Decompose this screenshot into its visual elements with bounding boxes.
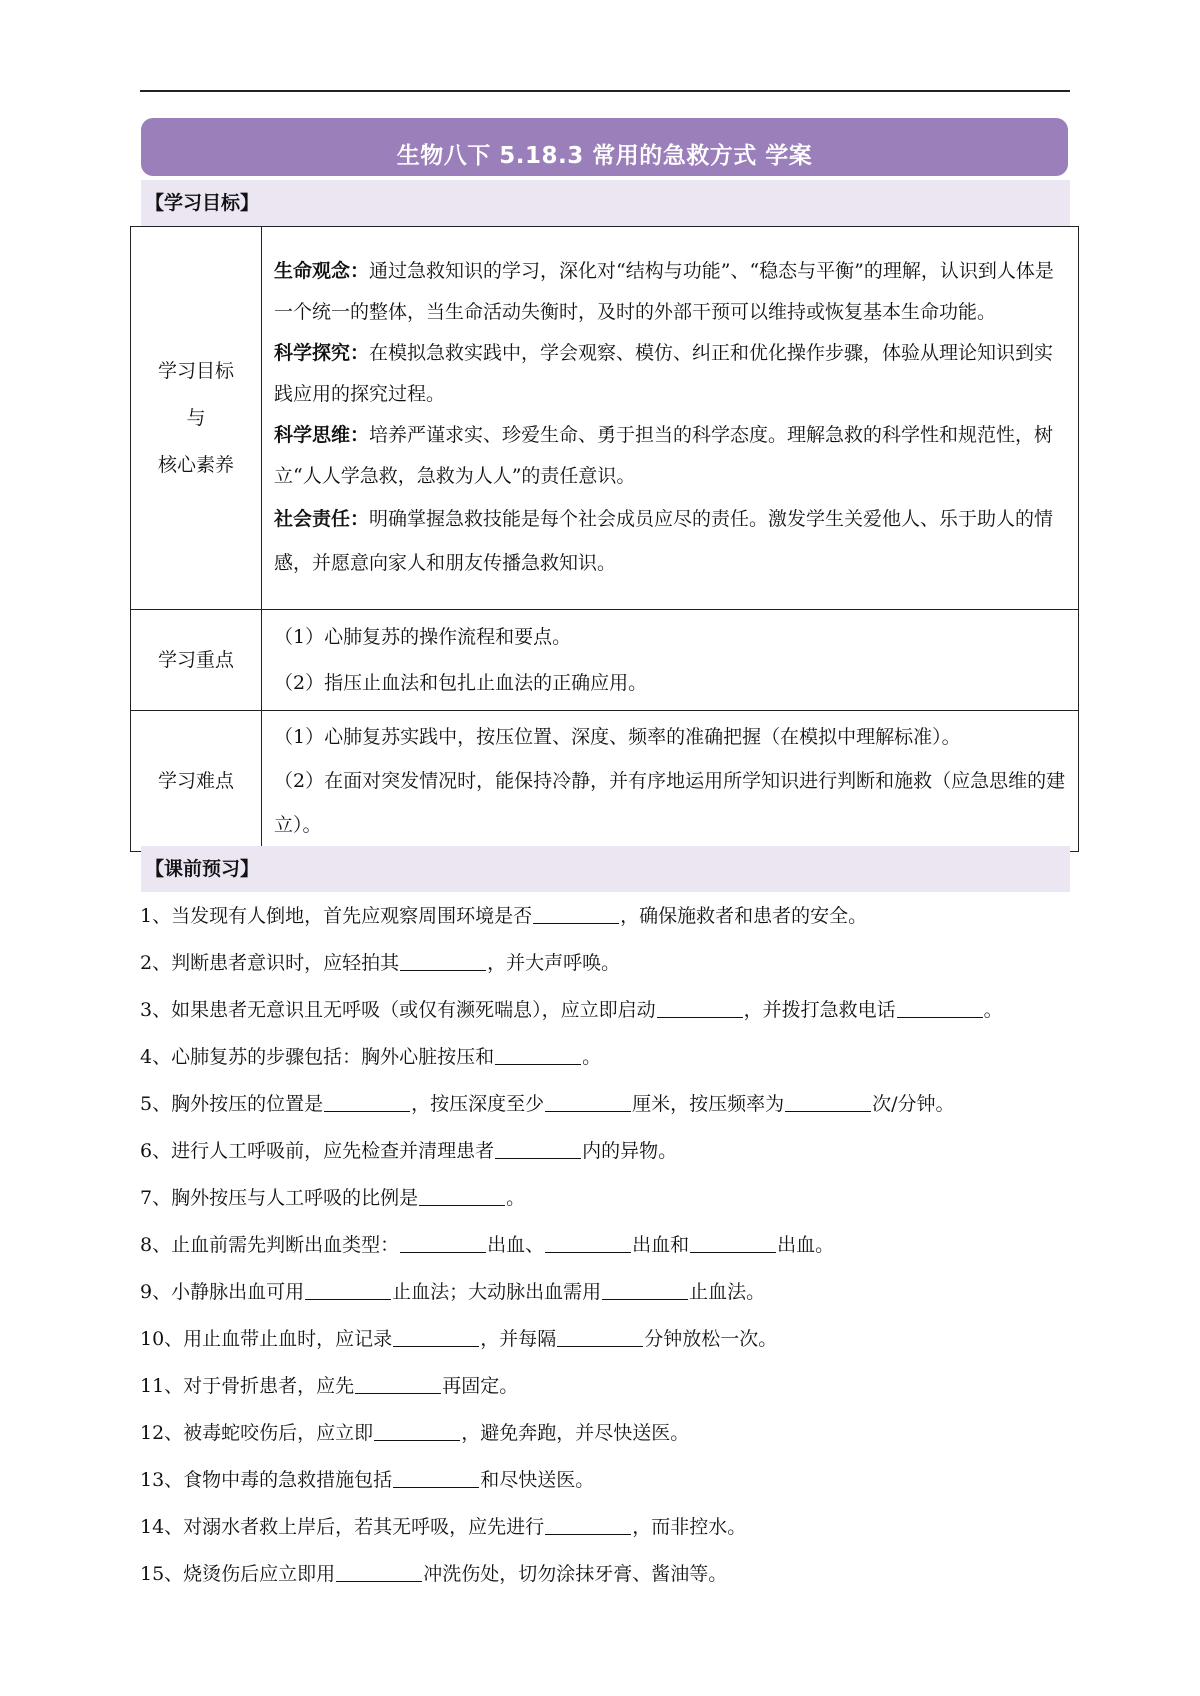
answer-blank[interactable] <box>400 950 486 971</box>
goal-text: 明确掌握急救技能是每个社会成员应尽的责任。激发学生关爱他人、乐于助人的情感，并愿意向家人和朋友传播急救知识。 <box>274 508 1054 574</box>
question-text: 止血法；大动脉出血需用 <box>392 1281 602 1303</box>
question-text: 14、对溺水者救上岸后，若其无呼吸，应先进行 <box>140 1516 545 1538</box>
goal-item-scientific-inquiry <box>274 333 1068 415</box>
answer-blank[interactable] <box>324 1091 410 1112</box>
preview-question-list <box>140 893 1070 1598</box>
answer-blank[interactable] <box>355 1373 441 1394</box>
question-text: 15、烧烫伤后应立即用 <box>140 1563 336 1585</box>
preview-question <box>140 987 1070 1034</box>
question-text: 7、胸外按压与人工呼吸的比例是 <box>140 1187 419 1209</box>
goal-term: 生命观念： <box>274 260 370 282</box>
answer-blank[interactable] <box>897 997 983 1018</box>
question-text: 6、进行人工呼吸前，应先检查并清理患者 <box>140 1140 495 1162</box>
question-text: ，避免奔跑，并尽快送医。 <box>461 1422 690 1444</box>
section-heading-preview: 【课前预习】 <box>141 846 1070 892</box>
goals-content-cell <box>262 227 1079 610</box>
question-text: ，并大声呼唤。 <box>487 952 621 974</box>
preview-question <box>140 1222 1070 1269</box>
section-heading-goals: 【学习目标】 <box>141 180 1070 226</box>
answer-blank[interactable] <box>545 1232 631 1253</box>
goals-row-key-points <box>131 610 1079 711</box>
goals-row-difficulties <box>131 711 1079 852</box>
answer-blank[interactable] <box>495 1138 581 1159</box>
goal-item-scientific-thinking <box>274 415 1068 497</box>
answer-blank[interactable] <box>557 1326 643 1347</box>
question-text: 内的异物。 <box>582 1140 678 1162</box>
preview-question <box>140 1316 1070 1363</box>
question-text: 13、食物中毒的急救措施包括 <box>140 1469 393 1491</box>
question-text: 。 <box>983 999 1003 1021</box>
answer-blank[interactable] <box>657 997 743 1018</box>
difficulties-content <box>262 711 1079 852</box>
answer-blank[interactable] <box>495 1044 581 1065</box>
goals-row-core <box>131 227 1079 610</box>
goals-label-cell <box>131 227 262 610</box>
key-point-line: （1）心肺复苏的操作流程和要点。 <box>274 626 572 648</box>
goals-label-line: 核心素养 <box>157 453 234 476</box>
preview-question <box>140 1551 1070 1598</box>
question-text: 出血和 <box>632 1234 690 1256</box>
question-text: 和尽快送医。 <box>480 1469 595 1491</box>
question-text: 5、胸外按压的位置是 <box>140 1093 324 1115</box>
question-text: 4、心肺复苏的步骤包括：胸外心脏按压和 <box>140 1046 495 1068</box>
goal-text: 通过急救知识的学习，深化对“结构与功能”、“稳态与平衡”的理解，认识到人体是一个统一的整体，当生命活动失衡时，及时的外部干预可以维持或恢复基本生命功能。 <box>274 260 1054 323</box>
preview-question <box>140 1175 1070 1222</box>
goals-label-line: 学习目标 <box>157 359 234 382</box>
preview-question <box>140 893 1070 940</box>
key-points-content <box>262 610 1079 711</box>
answer-blank[interactable] <box>545 1091 631 1112</box>
key-point-line: （2）指压止血法和包扎止血法的正确应用。 <box>274 672 648 694</box>
question-text: 3、如果患者无意识且无呼吸（或仅有濒死喘息），应立即启动 <box>140 999 656 1021</box>
answer-blank[interactable] <box>336 1561 422 1582</box>
question-text: 出血。 <box>777 1234 835 1256</box>
goal-text: 培养严谨求实、珍爱生命、勇于担当的科学态度。理解急救的科学性和规范性，树立“人人学急救，急救为人人”的责任意识。 <box>274 424 1054 487</box>
answer-blank[interactable] <box>393 1467 479 1488</box>
question-text: 。 <box>506 1187 526 1209</box>
goals-table <box>130 226 1079 852</box>
difficulties-label: 学习难点 <box>131 711 262 852</box>
answer-blank[interactable] <box>602 1279 688 1300</box>
question-text: ，并每隔 <box>480 1328 557 1350</box>
answer-blank[interactable] <box>419 1185 505 1206</box>
goal-term: 科学探究： <box>274 342 370 364</box>
preview-question <box>140 1034 1070 1081</box>
question-text: 10、用止血带止血时，应记录 <box>140 1328 393 1350</box>
question-text: 厘米，按压频率为 <box>632 1093 785 1115</box>
question-text: 次/分钟。 <box>872 1093 955 1115</box>
answer-blank[interactable] <box>785 1091 871 1112</box>
question-text: 止血法。 <box>689 1281 766 1303</box>
question-text: 12、被毒蛇咬伤后，应立即 <box>140 1422 374 1444</box>
page-title: 生物八下 5.18.3 常用的急救方式 学案 <box>141 118 1068 176</box>
question-text: 9、小静脉出血可用 <box>140 1281 305 1303</box>
goal-text: 在模拟急救实践中，学会观察、模仿、纠正和优化操作步骤，体验从理论知识到实践应用的探究过程。 <box>274 342 1054 405</box>
question-text: 。 <box>582 1046 602 1068</box>
preview-question <box>140 1269 1070 1316</box>
answer-blank[interactable] <box>545 1514 631 1535</box>
goal-term: 科学思维： <box>274 424 370 446</box>
preview-question <box>140 1363 1070 1410</box>
question-text: 11、对于骨折患者，应先 <box>140 1375 355 1397</box>
answer-blank[interactable] <box>305 1279 391 1300</box>
answer-blank[interactable] <box>393 1326 479 1347</box>
answer-blank[interactable] <box>690 1232 776 1253</box>
answer-blank[interactable] <box>400 1232 486 1253</box>
preview-question <box>140 940 1070 987</box>
top-rule <box>140 90 1070 92</box>
question-text: 冲洗伤处，切勿涂抹牙膏、酱油等。 <box>423 1563 728 1585</box>
question-text: ，按压深度至少 <box>411 1093 545 1115</box>
question-text: 1、当发现有人倒地，首先应观察周围环境是否 <box>140 905 533 927</box>
preview-question <box>140 1457 1070 1504</box>
question-text: 再固定。 <box>442 1375 519 1397</box>
question-text: ，确保施救者和患者的安全。 <box>620 905 868 927</box>
preview-question <box>140 1128 1070 1175</box>
difficulty-line: （1）心肺复苏实践中，按压位置、深度、频率的准确把握（在模拟中理解标准）。 <box>274 726 961 748</box>
question-text: 8、止血前需先判断出血类型： <box>140 1234 400 1256</box>
preview-question <box>140 1410 1070 1457</box>
goal-term: 社会责任： <box>274 508 370 530</box>
difficulty-line: （2）在面对突发情况时，能保持冷静，并有序地运用所学知识进行判断和施救（应急思维的建立）。 <box>274 770 1066 836</box>
goals-label-line: 与 <box>186 406 206 429</box>
question-text: 出血、 <box>487 1234 545 1256</box>
preview-question <box>140 1504 1070 1551</box>
answer-blank[interactable] <box>533 903 619 924</box>
question-text: 2、判断患者意识时，应轻拍其 <box>140 952 400 974</box>
answer-blank[interactable] <box>374 1420 460 1441</box>
question-text: 分钟放松一次。 <box>644 1328 778 1350</box>
preview-question <box>140 1081 1070 1128</box>
question-text: ，而非控水。 <box>632 1516 747 1538</box>
goal-item-social-responsibility <box>274 497 1068 585</box>
key-points-label: 学习重点 <box>131 610 262 711</box>
goal-item-life-concept <box>274 251 1068 333</box>
question-text: ，并拨打急救电话 <box>743 999 896 1021</box>
